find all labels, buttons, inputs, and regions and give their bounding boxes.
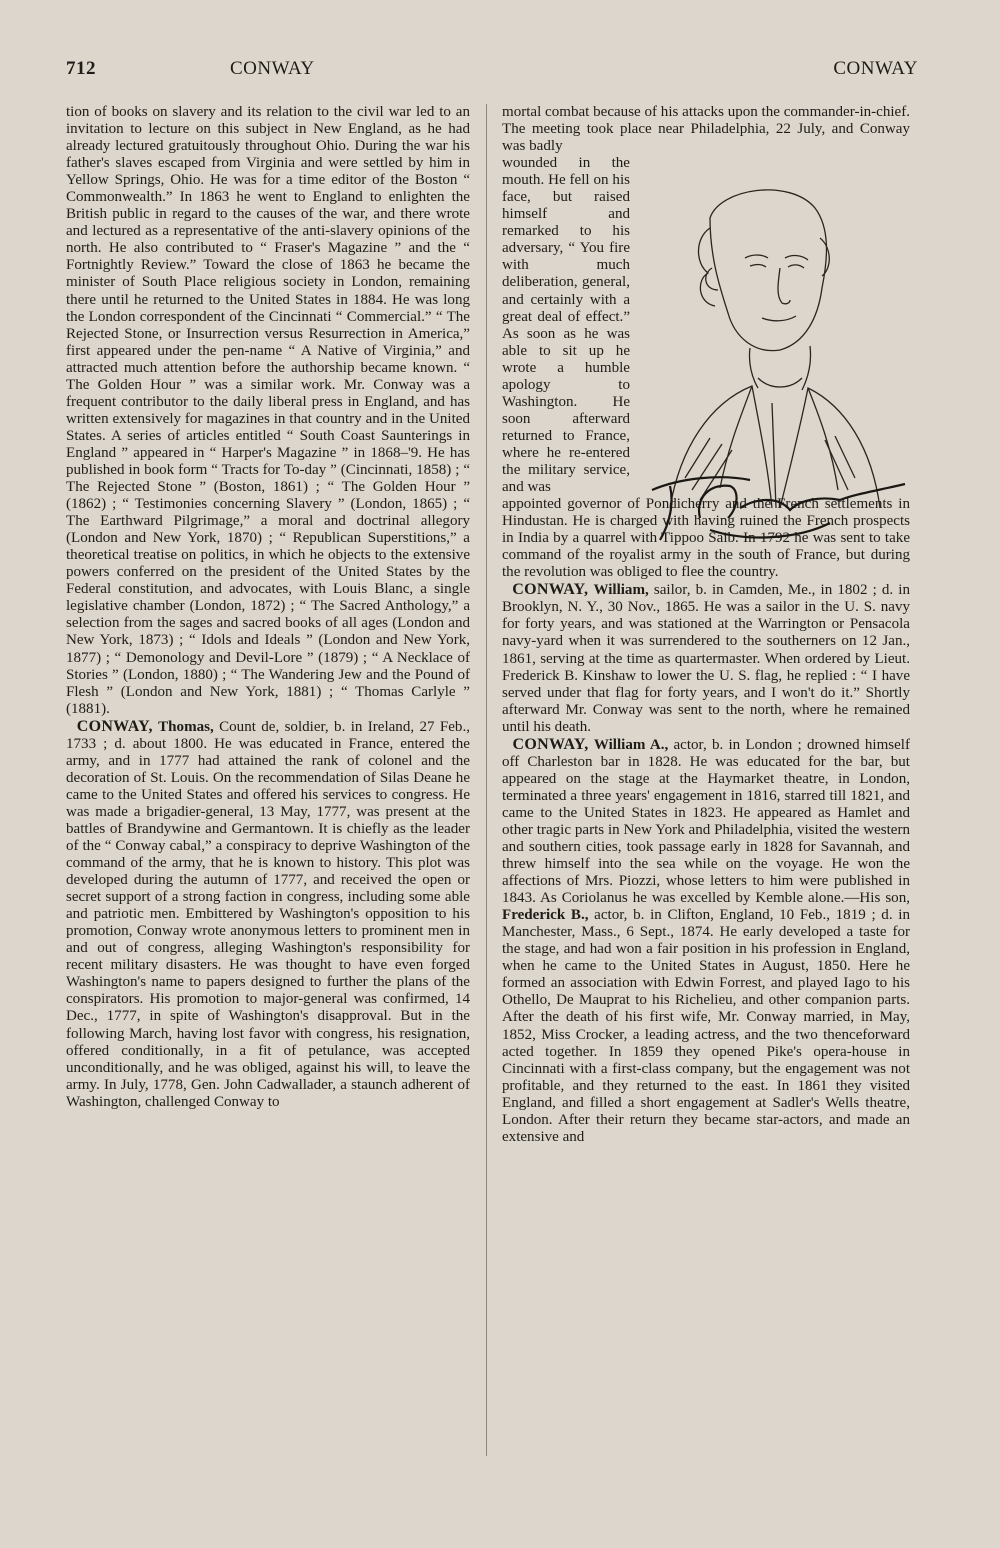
paragraph-moncure-conway-continued: tion of books on slavery and its relation to the civil war led to an invitation to lecture on this subject in New England, as he had already lectured gratuitously throughout Ohio. During the war his father's slaves escaped from Virginia and were settled by him in Yellow Springs, Ohio. He was for a time editor of the Boston “ Commonwealth.” In 1863 he went to England to enlighten the British public in regard to the causes of the war, and there wrote and lectured as a representative of the anti-slavery opinions of the north. He also contributed to “ Fraser's Magazine ” and the “ Fortnightly Review.” Toward the close of 1863 he became the minister of South Place religious society in London, remaining there until he returned to the United States in 1884. He was long the London correspondent of the Cincinnati “ Commercial.” “ The Rejected Stone, or Insurrection versus Resurrection in America,” first appeared under the pen-name “ A Native of Virginia,” and attracted much attention before the authorship became known. “ The Golden Hour ” was a similar work. Mr. Conway was a frequent contributor to the daily liberal press in England, and has written extensively for magazines in that country and in the United States. A series of articles entitled “ South Coast Saunterings in England ” appeared in “ Harper's Magazine ” in 1868–'9. He has published in book form “ Tracts for To-day ” (Cincinnati, 1858) ; “ The Rejected Stone ” (Boston, 1861) ; “ The Golden Hour ” (1862) ; “ Testimonies concerning Slavery ” (London, 1865) ; “ The Earthward Pilgrimage,” a moral and doctrinal allegory (London and New York, 1870) ; “ Republican Superstitions,” a theoretical treatise on politics, in which he objects to the extensive powers conferred on the president of the United States by the Federal constitution, and advocates, with Louis Blanc, a single legislative chamber (London, 1872) ; “ The Sacred Anthology,” a selection from the sages and sacred books of all ages (London and New York, 1873) ; “ Idols and Ideals ” (London and New York, 1877) ; “ Demonology and Devil-Lore ” (1879) ; “ A Necklace of Stories ” (London, 1880) ; “ The Wandering Jew and the Pound of Flesh ” (London and New York, 1881) ; “ Thomas Carlyle ” (1881).	[66, 104, 470, 717]
signature-flourish	[652, 477, 905, 540]
right-running-title: CONWAY	[833, 58, 918, 79]
entry-william-a-conway	[502, 736, 910, 1146]
left-running-title: CONWAY	[230, 58, 315, 79]
entry-given-name: Thomas,	[158, 718, 214, 735]
entry-body-continued: actor, b. in Clifton, England, 10 Feb., 1819 ; d. in Manchester, Mass., 6 Sept., 1874. He early developed a taste for the stage, and had won a fair position in his profession in England, when he came to the United States in August, 1850. Here he formed an association with Edwin Forrest, and played Iago to his Othello, De Mauprat to his Richelieu, and other companion parts. After the death of his first wife, Mr. Conway married, in May, 1852, Miss Crocker, a leading actress, and the two thenceforward acted together. In 1859 they opened Pike's opera-house in Cincinnati with a first-class company, but the engagement was not profitable, and they returned to the east. In 1861 they visited England, and filled a short engagement at Sadler's Wells theatre, London. After their return they became star-actors, and made an extensive and	[502, 907, 910, 1145]
entry-body: sailor, b. in Camden, Me., in 1802 ; d. in Brooklyn, N. Y., 30 Nov., 1865. He was a sailor in the U. S. navy for forty years, and was stationed at the Warrington or Pensacola navy-yard when it was surrendered to the southerners on 12 Jan., 1861, serving at the time as quartermaster. When ordered by Lieut. Frederick B. Kinshaw to lower the U. S. flag, he replied : “ I have served under that flag for forty years, and I won't do it.” Shortly afterward Mr. Conway was sent to the north, where he remained until his death.	[502, 582, 910, 735]
paragraph-duel-continued: mortal combat because of his attacks upon the commander-in-chief. The meeting took place near Philadelphia, 22 July, and Conway was badly	[502, 104, 910, 155]
page-number: 712	[66, 58, 96, 79]
signature-text: Thᵒ Conway	[790, 570, 795, 571]
entry-headword: CONWAY,	[76, 717, 153, 735]
portrait-engraving	[640, 178, 910, 578]
entry-given-name: William,	[593, 582, 649, 599]
entry-given-name: William A.,	[593, 736, 669, 753]
left-column	[66, 104, 470, 1111]
entry-thomas-conway	[66, 718, 470, 1111]
column-divider	[486, 104, 487, 1456]
entry-headword: CONWAY,	[512, 581, 589, 599]
paragraph-pondicherry: appointed governor of Pondicherry and the French settlements in Hindustan. He is charged with having ruined the French prospects in India by a quarrel with Tippoo Saib. In 1792 he was sent to take command of the royalist army in the south of France, but during the revolution was obliged to flee the country.	[502, 496, 910, 581]
head-outline	[710, 190, 826, 351]
entry-body: Count de, soldier, b. in Ireland, 27 Feb., 1733 ; d. about 1800. He was educated in France, entered the army, and in 1777 had attained the rank of colonel and the decoration of St. Louis. On the recommendation of Silas Deane he came to the United States and offered his services to congress. He was made a brigadier-general, 13 May, 1777, was present at the battles of Brandywine and Germantown. It is chiefly as the leader of the “ Conway cabal,” a conspiracy to deprive Washington of the command of the army, that he is known to history. This plot was developed during the autumn of 1777, and received the open or secret support of a strong faction in congress, including some able and patriotic men. Embittered by Washington's opposition to his promotion, Conway wrote anonymous letters to prominent men in and out of congress, alleging Washington's responsibility for recent military disasters. He was thought to have even forged Washington's name to papers designed to further the plans of the conspirators. His promotion to major-general was confirmed, 14 Dec., 1777, in spite of Washington's disapproval. But in the following March, having lost favor with congress, his resignation, offered conditionally, in a fit of petulance, was accepted unconditionally, and he was obliged, against his will, to leave the army. In July, 1778, Gen. John Cadwallader, a staunch adherent of Washington, challenged Conway to	[66, 718, 470, 1110]
entry-subname-frederick: Frederick B.,	[502, 907, 589, 924]
entry-william-conway	[502, 581, 910, 735]
text-beside-portrait: wounded in the mouth. He fell on his face, but raised himself and remarked to his adversary, “ You fire with much deliberation, general, and certainly with a great deal of effect.” As soon as he was able to sit up he wrote a humble apology to Washington. He soon afterward returned to France, where he re-entered the military service, and was	[502, 155, 630, 496]
entry-headword: CONWAY,	[512, 735, 589, 753]
running-header	[66, 58, 918, 86]
entry-body: actor, b. in London ; drowned himself off Charleston bar in 1828. He was educated for the bar, but appeared on the stage at the Haymarket theatre, in London, terminated a three years' engagement in 1816, starred till 1821, and came to the United States in 1823. He appeared as Hamlet and other tragic parts in New York and Philadelphia, visited the western and southern cities, took passage early in 1828 for Savannah, and threw himself into the sea while on the voyage. He won the affections of Mrs. Piozzi, whose letters to him were published in 1843. As Coriolanus he was excelled by Kemble alone.—His son,	[502, 736, 910, 907]
